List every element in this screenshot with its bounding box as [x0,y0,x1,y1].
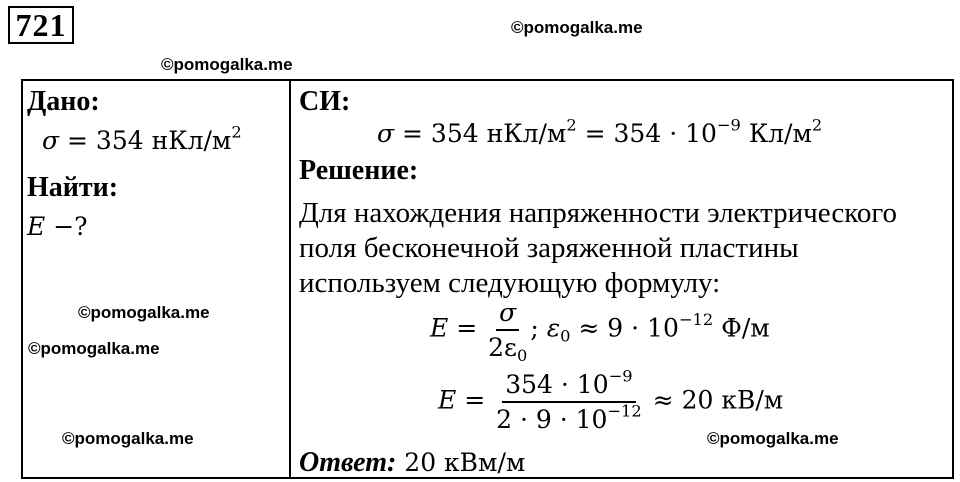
problem-number: 721 [8,6,74,44]
fraction: $\frac{\sigma}{2\varepsilon_0}$ [488,298,528,365]
fraction: $\frac{354 \cdot 10^{-9}}{2 \cdot 9 \cdot 10^{-12}}$ [496,366,642,434]
answer-value: 20 кВм/м [396,448,526,477]
si-heading: СИ: [299,86,351,117]
solution-heading: Решение: [299,155,419,186]
watermark: ©pomogalka.me [78,303,210,322]
solution-line-2: поля бесконечной заряженной пластины [299,232,799,264]
column-divider [289,79,291,479]
watermark: ©pomogalka.me [28,339,160,358]
answer-label: Ответ: [299,447,397,478]
answer [299,447,525,479]
find-target: E −? [27,212,88,241]
given-heading: Дано: [27,86,100,117]
solution-line-3: используем следующую формулу: [299,267,721,299]
given-sigma: σ = 354 нКл/$м^2$ [42,122,242,155]
si-conversion: σ = 354 нКл/$м^2 = 354 \cdot 10^{-9}$ $Кл/м^2$ [377,115,823,148]
find-heading: Найти: [27,172,119,203]
formula-calculation: E = $\frac{354 \cdot 10^{-9}}{2 \cdot 9 \cdot 10^{-12}}$ ≈ 20 кВ/м [438,366,784,434]
watermark: ©pomogalka.me [62,429,194,448]
watermark: ©pomogalka.me [707,429,839,448]
formula-field-strength: E = $\frac{\sigma}{2\varepsilon_0}$ ; $\varepsilon_0 \approx 9 \cdot 10^{-12}$ Ф/м [430,298,770,365]
watermark: ©pomogalka.me [511,18,643,37]
watermark: ©pomogalka.me [161,55,293,74]
solution-line-1: Для нахождения напряженности электрического [299,197,898,229]
